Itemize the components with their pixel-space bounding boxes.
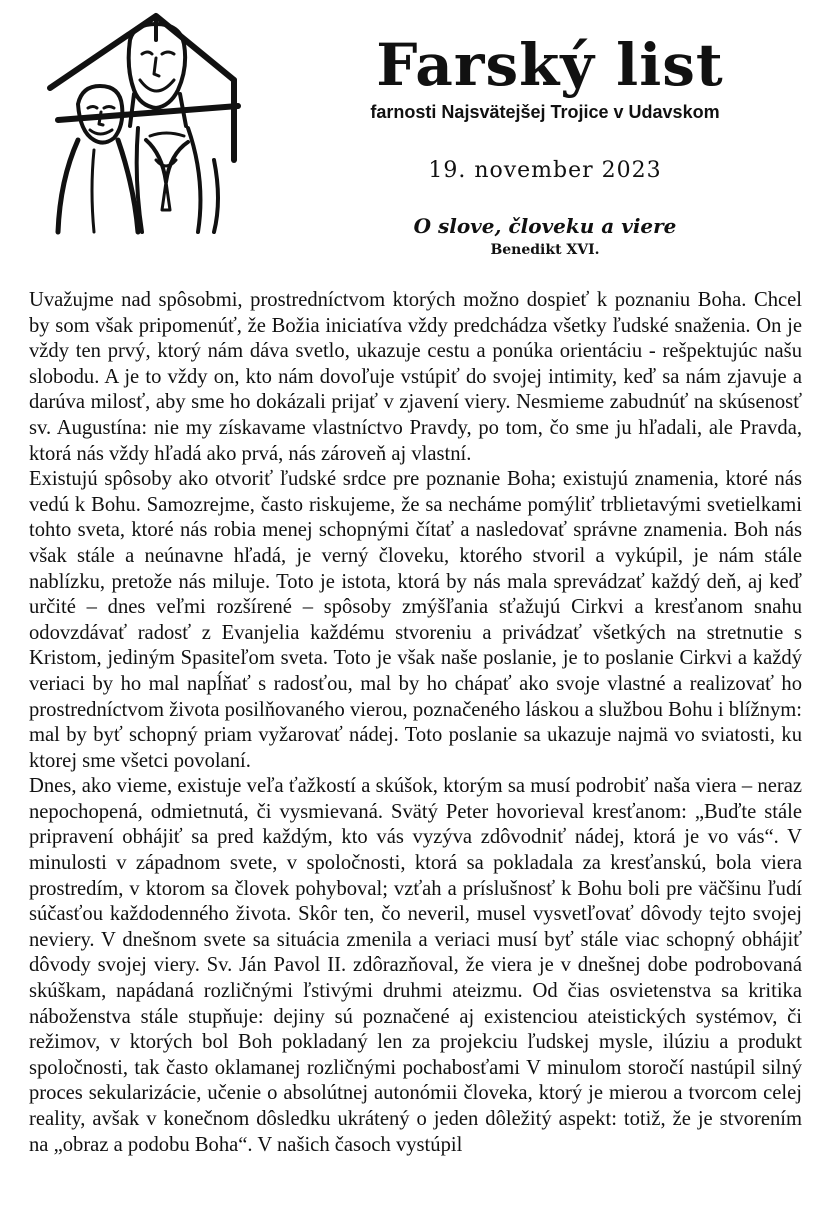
article-paragraph: Existujú spôsoby ako otvoriť ľudské srdce pre poznanie Boha; existujú znamenia, ktoré nás vedú k Bohu. Samozrejme, často riskujeme, že sa necháme pomýliť trblietavými svetielkami tohto sveta, ktoré nás robia menej schopnými čítať a nasledovať správne znamenia. Boh nás však stále a neúnavne hľadá, je verný človeku, ktorého stvoril a vykúpil, je nám stále nablízku, pretože nás miluje. Toto je istota, ktorá by nás mala sprevádzať každý deň, aj keď určité – dnes veľmi rozšírené – spôsoby zmýšľania sťažujú Cirkvi a kresťanom snahu odovzdávať radosť z Evanjelia každému stvoreniu a privádzať všetkých na stretnutie s Kristom, jediným Spasiteľom sveta. Toto je však naše poslanie, je to poslanie Cirkvi a každý veriaci by ho mal napĺňať s radosťou, mal by ho chápať ako svoje vlastné a realizovať ho prostredníctvom života posilňovaného vierou, poznačeného láskou a službou Bohu i blížnym: mal by byť schopný priam vyžarovať nádej. Toto poslanie sa ukazuje najmä vo sviatosti, ku ktorej sme všetci povolaní.: [29, 468, 802, 772]
article-paragraph: Uvažujme nad spôsobmi, prostredníctvom ktorých možno dospieť k poznaniu Boha. Chcel by som však pripomenúť, že Božia iniciatíva vždy predchádza všetky ľudské snaženia. On je vždy ten prvý, ktorý nám dáva svetlo, ukazuje cestu a ponúka orientáciu - rešpektujúc našu slobodu. A je to vždy on, kto nám dovoľuje vstúpiť do svojej intimity, keď sa nám zjavuje a darúva milosť, aby sme ho dokázali prijať v zjavení viery. Nesmieme zabudnúť na skúsenosť sv. Augustína: nie my získavame vlastníctvo Pravdy, po tom, čo sme ju hľadali, ale Pravda, ktorá nás vždy hľadá ako prvá, nás zároveň aj vlastní.: [29, 289, 802, 465]
article-paragraph: Dnes, ako vieme, existuje veľa ťažkostí a skúšok, ktorým sa musí podrobiť naša viera – neraz nepochopená, odmietnutá, či vysmievaná. Svätý Peter hovorieval kresťanom: „Buďte stále pripravení obhájiť sa pred každým, kto vás vyzýva zdôvodniť nádej, ktorá je vo vás“. V minulosti v západnom svete, v spoločnosti, ktorá sa pokladala za kresťanskú, bola viera prostredím, v ktorom sa človek pohyboval; vzťah a príslušnosť k Bohu boli pre väčšinu ľudí súčasťou každodenného života. Skôr ten, čo neveril, musel vysvetľovať dôvody tejto svojej neviery. V dnešnom svete sa situácia zmenila a veriaci musí byť stále viac schopný obhájiť dôvody svojej viery. Sv. Ján Pavol II. zdôrazňoval, že viera je v dnešnej dobe podrobovaná skúškam, napádaná rozličnými ľstivými druhmi ateizmu. Od čias osvietenstva sa kritika náboženstva stále stupňuje: dejiny sú poznačené aj existenciou ateistických systémov, či režimov, v ktorých bol Boh pokladaný len za projekciu ľudskej mysle, ilúziu a produkt spoločnosti, tak často oklamanej rozličnými pochabosťami V minulom storočí nastúpil silný proces sekularizácie, učenie o absolútnej autonómii človeka, ktorý je mierou a tvorcom celej reality, avšak v konečnom dôsledku ukrátený o jeden dôležitý aspekt: totiž, že je stvorením na „obraz a podobu Boha“. V našich časoch vystúpil: [29, 775, 802, 1156]
trinity-logo: [38, 10, 243, 235]
article-author: Benedikt XVI.: [490, 242, 600, 258]
newsletter-title: Farský list: [376, 31, 724, 99]
parish-name: farnosti Najsvätejšej Trojice v Udavskom: [370, 102, 720, 122]
article-body: [29, 288, 802, 1158]
issue-date: 19. november 2023: [428, 158, 662, 183]
article-title: O slove, človeku a viere: [413, 214, 677, 238]
